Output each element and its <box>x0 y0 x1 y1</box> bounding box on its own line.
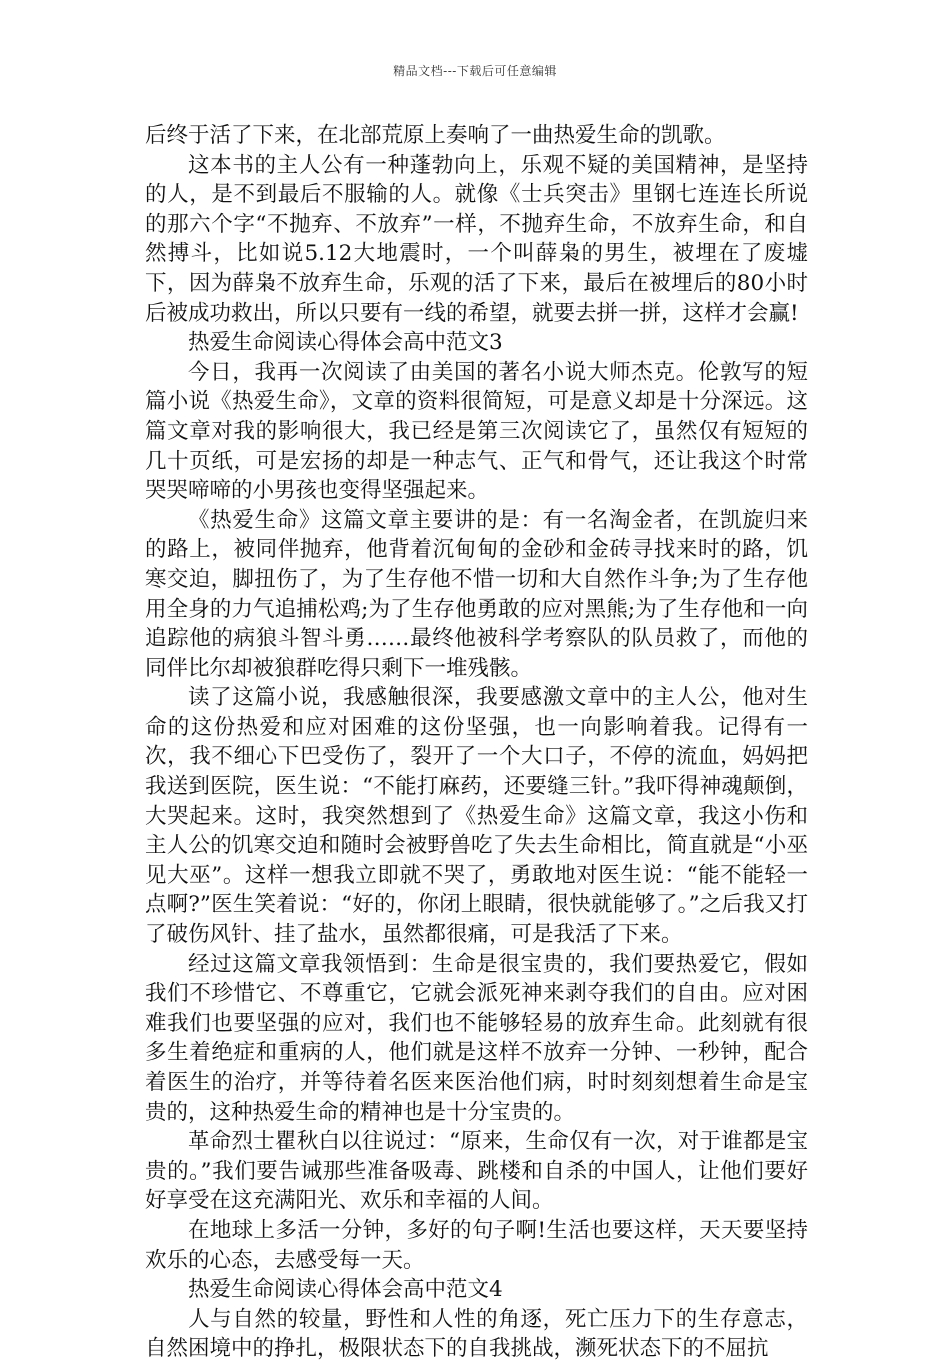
paragraph: 读了这篇小说，我感触很深，我要感激文章中的主人公，他对生命的这份热爱和应对困难的这份坚强，也一向影响着我。记得有一次，我不细心下巴受伤了，裂开了一个大口子，不停的流血，妈妈把我送到医院，医生说：“不能打麻药，还要缝三针。”我吓得神魂颠倒，大哭起来。这时，我突然想到了《热爱生命》这篇文章，我这小伤和主人公的饥寒交迫和随时会被野兽吃了失去生命相比，简直就是“小巫见大巫”。这样一想我立即就不哭了，勇敢地对医生说：“能不能轻一点啊?”医生笑着说：“好的，你闭上眼睛，很快就能够了。”之后我又打了破伤风针、挂了盐水，虽然都很痛，可是我活了下来。 <box>145 685 808 948</box>
paragraph: 《热爱生命》这篇文章主要讲的是：有一名淘金者，在凯旋归来的路上，被同伴抛弃，他背着沉甸甸的金砂和金砖寻找来时的路，饥寒交迫，脚扭伤了，为了生存他不惜一切和大自然作斗争;为了生存他用全身的力气追捕松鸡;为了生存他勇敢的应对黑熊;为了生存他和一向追踪他的病狼斗智斗勇……最终他被科学考察队的队员救了，而他的同伴比尔却被狼群吃得只剩下一堆残骸。 <box>145 507 808 681</box>
paragraph: 革命烈士瞿秋白以往说过：“原来，生命仅有一次，对于谁都是宝贵的。”我们要告诫那些准备吸毒、跳楼和自杀的中国人，让他们要好好享受在这充满阳光、欢乐和幸福的人间。 <box>145 1129 808 1214</box>
paragraph-continuation: 后终于活了下来，在北部荒原上奏响了一曲热爱生命的凯歌。 <box>145 123 726 148</box>
page-header: 精品文档---下载后可任意编辑 <box>393 64 557 78</box>
paragraph: 这本书的主人公有一种蓬勃向上，乐观不疑的美国精神，是坚持的人，是不到最后不服输的人。就像《士兵突击》里钢七连连长所说的那六个字“不抛弃、不放弃”一样，不抛弃生命，不放弃生命，和自然搏斗，比如说5.12大地震时，一个叫薛枭的男生，被埋在了废墟下，因为薛枭不放弃生命，乐观的活了下来，最后在被埋后的80小时后被成功救出，所以只要有一线的希望，就要去拼一拼，这样才会赢! <box>145 152 808 326</box>
paragraph: 经过这篇文章我领悟到：生命是很宝贵的，我们要热爱它，假如我们不珍惜它、不尊重它，它就会派死神来剥夺我们的自由。应对困难我们也要坚强的应对，我们也不能够轻易的放弃生命。此刻就有很多生着绝症和重病的人，他们就是这样不放弃一分钟、一秒钟，配合着医生的治疗，并等待着名医来医治他们病，时时刻刻想着生命是宝贵的，这种热爱生命的精神也是十分宝贵的。 <box>145 951 808 1125</box>
section-heading-4: 热爱生命阅读心得体会高中范文4 <box>188 1277 503 1303</box>
document-body <box>145 121 808 1364</box>
paragraph: 人与自然的较量，野性和人性的角逐，死亡压力下的生存意志，自然困境中的挣扎，极限状态下的自我挑战，濒死状态下的不屈抗 <box>145 1306 808 1362</box>
paragraph: 在地球上多活一分钟，多好的句子啊!生活也要这样，天天要坚持欢乐的心态，去感受每一天。 <box>145 1217 808 1273</box>
paragraph: 今日，我再一次阅读了由美国的著名小说大师杰克。伦敦写的短篇小说《热爱生命》，文章的资料很简短，可是意义却是十分深远。这篇文章对我的影响很大，我已经是第三次阅读它了，虽然仅有短短的几十页纸，可是宏扬的却是一种志气、正气和骨气，还让我这个时常哭哭啼啼的小男孩也变得坚强起来。 <box>145 359 808 504</box>
section-heading-3: 热爱生命阅读心得体会高中范文3 <box>188 330 503 356</box>
